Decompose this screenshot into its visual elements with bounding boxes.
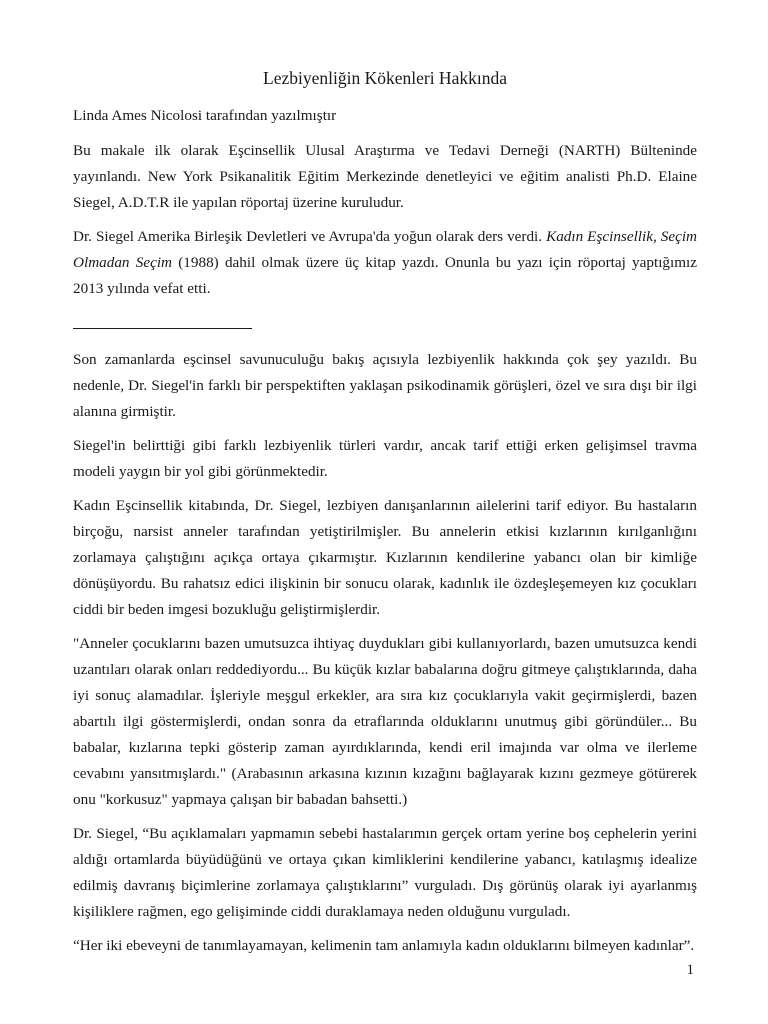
book-title: Kadın Eşcinsellik, Seçim Olmadan Seçim [73,228,698,271]
section-divider [73,328,252,329]
bio-text-before: Dr. Siegel Amerika Birleşik Devletleri ve Avrupa'da yoğun olarak ders verdi. [73,228,547,245]
author-line: Linda Ames Nicolosi tarafından yazılmıştır [73,107,337,124]
document-title: Lezbiyenliğin Kökenleri Hakkında [263,68,507,88]
bio-text-after: (1988) dahil olmak üzere üç kitap yazdı. Onunla bu yazı için röportaj yaptığımız 2013 yılında vefat etti. [73,254,697,297]
intro-paragraph: Bu makale ilk olarak Eşcinsellik Ulusal Araştırma ve Tedavi Derneği (NARTH) Bülteninde yayınlandı. New York Psikanalitik Eğitim Merkezinde denetleyici ve eğitim analisti Ph.D. Elaine Siegel, A.D.T.R ile yapılan röportaj üzerine kuruludur. [73,142,697,211]
document-body [73,66,697,967]
body-paragraph: Son zamanlarda eşcinsel savunuculuğu bakış açısıyla lezbiyenlik hakkında çok şey yazıldı. Bu nedenle, Dr. Siegel'in farklı bir perspektiften yaklaşan psikodinamik görüşleri, özel ve sıra dışı bir ilgi alanına girmiştir. [73,351,697,420]
body-paragraph: “Her iki ebeveyni de tanımlayamayan, kelimenin tam anlamıyla kadın olduklarını bilmeyen kadınlar”. [73,937,695,954]
body-paragraph: "Anneler çocuklarını bazen umutsuzca ihtiyaç duydukları gibi kullanıyorlardı, bazen umutsuzca kendi uzantıları olarak onları reddediyordu... Bu küçük kızlar babalarına doğru gitmeye çalıştıklarında, daha iyi sonuç alamadılar. İşleriyle meşgul erkekler, ara sıra kız çocuklarıyla vakit geçirmişlerdi, bazen abartılı ilgi göstermişlerdi, ondan sonra da etraflarında olduklarını unutmuş gibi göründüler... Bu babalar, kızlarına tepki gösterip zaman ayırdıklarında, kendi eril imajında var olma ve ilerleme cevabını yansıtmışlardı." (Arabasının arkasına kızının kızağını bağlayarak kızını gezmeye götürerek onu "korkusuz" yapmaya çalışan bir babadan bahsetti.) [73,635,697,808]
body-paragraph: Kadın Eşcinsellik kitabında, Dr. Siegel, lezbiyen danışanlarının ailelerini tarif ediyor. Bu hastaların birçoğu, narsist anneler tarafından yetiştirilmişler. Bu annelerin etkisi kızlarının kırılganlığını zorlamaya çalıştığını açıkça ortaya çıkarmıştır. Kızlarının kendilerine yabancı olan bir kimliğe dönüşüyordu. Bu rahatsız edici ilişkinin bir sonucu olarak, kadınlık ile özdeşleşemeyen kız çocukları ciddi bir beden imgesi bozukluğu geliştirmişlerdir. [73,497,697,618]
page-number: 1 [686,962,694,978]
body-paragraph: Dr. Siegel, “Bu açıklamaları yapmamın sebebi hastalarımın gerçek ortam yerine boş cephelerin yerini aldığı ortamlarda büyüdüğünü ve ortaya çıkan kimliklerini kendilerine yabancı, katılaşmış idealize edilmiş davranış biçimlerine zorlamaya çalıştıklarını” vurguladı. Dış görünüş olarak iyi ayarlanmış kişiliklere rağmen, ego gelişiminde ciddi duraklamaya neden olduğunu vurguladı. [73,825,697,920]
body-paragraph: Siegel'in belirttiği gibi farklı lezbiyenlik türleri vardır, ancak tarif ettiği erken gelişimsel travma modeli yaygın bir yol gibi görünmektedir. [73,437,697,480]
bio-paragraph [73,224,697,302]
